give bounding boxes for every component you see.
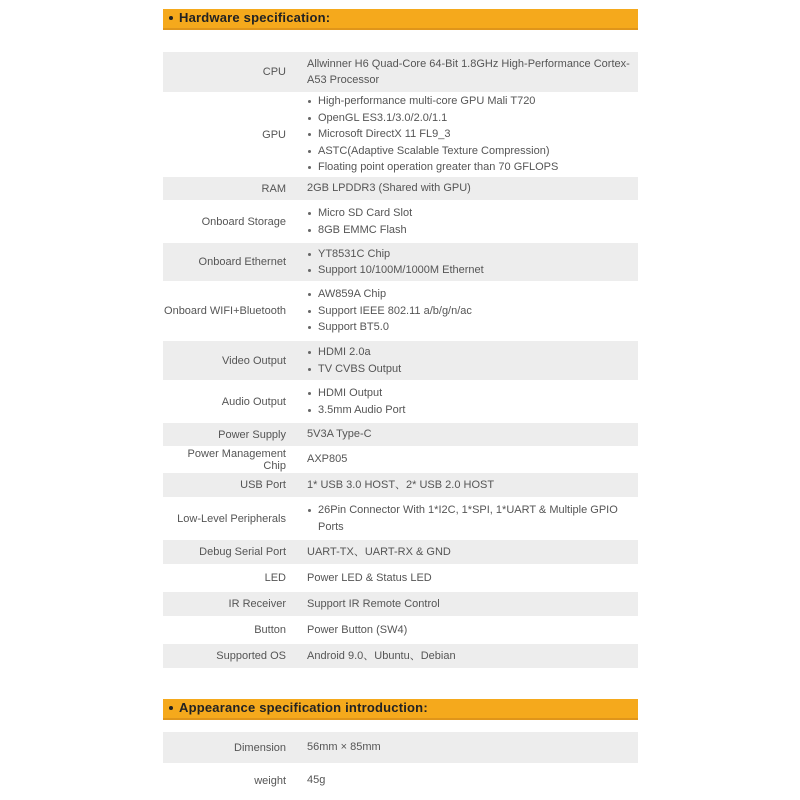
spec-label: Onboard WIFI+Bluetooth [164, 305, 286, 317]
spec-row-ram [163, 177, 638, 202]
bullet-dot [169, 706, 173, 710]
appearance-spec-table [163, 732, 638, 798]
spec-value-text: 5V3A Type-C [307, 428, 372, 441]
spec-bullet-item: YT8531C Chip [307, 246, 630, 263]
spec-bullet-item: HDMI 2.0a [307, 344, 630, 361]
spec-row-onboard-ethernet [163, 243, 638, 283]
spec-row-supported-os [163, 644, 638, 670]
spec-value [293, 448, 638, 471]
spec-row-led [163, 566, 638, 592]
spec-value-text: Allwinner H6 Quad-Core 64-Bit 1.8GHz High-Performance Cortex-A53 Processor [307, 57, 630, 86]
spec-value [293, 644, 638, 668]
spec-bullet-item: 3.5mm Audio Port [307, 402, 630, 419]
spec-value-text: 56mm × 85mm [307, 741, 381, 754]
spec-bullet-item: OpenGL ES3.1/3.0/2.0/1.1 [307, 110, 630, 127]
spec-label: Low-Level Peripherals [177, 512, 286, 525]
spec-label: Onboard Ethernet [163, 243, 293, 281]
spec-label: Dimension [163, 732, 293, 763]
spec-label: Power Management Chip [187, 447, 286, 472]
spec-label: GPU [262, 128, 286, 141]
spec-value [293, 341, 638, 380]
spec-row-dimension [163, 732, 638, 765]
spec-bullet-item: 26Pin Connector With 1*I2C, 1*SPI, 1*UART & Multiple GPIO Ports [307, 502, 630, 535]
spec-label: CPU [163, 52, 293, 92]
spec-row-power-management-chip [163, 448, 638, 473]
spec-row-usb-port [163, 473, 638, 499]
spec-label: Audio Output [221, 395, 286, 408]
spec-value-text: 1* USB 3.0 HOST、2* USB 2.0 HOST [307, 478, 495, 491]
spec-label: IR Receiver [163, 592, 293, 616]
appearance-spec-title: Appearance specification introduction: [179, 700, 428, 715]
spec-value-text: 2GB LPDDR3 (Shared with GPU) [307, 182, 471, 195]
spec-label: USB Port [163, 473, 293, 497]
spec-value-text: UART-TX、UART-RX & GND [307, 545, 451, 558]
spec-row-power-supply [163, 423, 638, 448]
spec-row-cpu [163, 52, 638, 94]
spec-label: Power Supply [163, 423, 293, 446]
spec-bullet-item: Support BT5.0 [307, 319, 630, 336]
spec-value [293, 177, 638, 200]
spec-value [293, 618, 638, 642]
spec-value [293, 202, 638, 241]
spec-label: Video Output [163, 341, 293, 380]
spec-row-audio-output [163, 382, 638, 423]
spec-row-button [163, 618, 638, 644]
spec-row-debug-serial-port [163, 540, 638, 566]
spec-value [293, 382, 638, 421]
spec-value [293, 52, 638, 92]
spec-bullet-item: High-performance multi-core GPU Mali T720 [307, 93, 630, 110]
spec-value [293, 94, 638, 175]
spec-value [293, 473, 638, 497]
spec-bullet-item: ASTC(Adaptive Scalable Texture Compression) [307, 143, 630, 160]
spec-row-gpu [163, 94, 638, 177]
spec-bullet-item: Floating point operation greater than 70 GFLOPS [307, 159, 630, 176]
spec-label: LED [264, 572, 286, 584]
spec-value [293, 423, 638, 446]
spec-value [293, 732, 638, 763]
spec-bullet-item: Micro SD Card Slot [307, 205, 630, 222]
spec-label: Debug Serial Port [163, 540, 293, 564]
bullet-dot [169, 16, 173, 20]
spec-row-onboard-storage [163, 202, 638, 243]
spec-value [293, 283, 638, 339]
spec-row-weight [163, 765, 638, 798]
spec-row-low-level-peripherals [163, 499, 638, 540]
spec-value [293, 566, 638, 590]
spec-value-text: Power Button (SW4) [307, 623, 408, 636]
spec-row-onboard-wifi-bluetooth [163, 283, 638, 341]
spec-label: Onboard Storage [201, 215, 286, 228]
spec-bullet-item: Support 10/100M/1000M Ethernet [307, 262, 630, 279]
spec-label: Supported OS [163, 644, 293, 668]
spec-bullet-item: TV CVBS Output [307, 361, 630, 378]
spec-value-text: 45g [307, 774, 326, 787]
spec-value [293, 540, 638, 564]
hardware-spec-banner [163, 9, 638, 30]
spec-label: Button [254, 624, 286, 636]
spec-value-text: Support IR Remote Control [307, 597, 440, 610]
spec-label: weight [254, 774, 286, 787]
spec-value [293, 243, 638, 281]
spec-bullet-item: Microsoft DirectX 11 FL9_3 [307, 126, 630, 143]
spec-value [293, 499, 638, 538]
spec-bullet-item: AW859A Chip [307, 286, 630, 303]
spec-label: RAM [163, 177, 293, 200]
spec-value-text: AXP805 [307, 453, 348, 466]
spec-value-text: Android 9.0、Ubuntu、Debian [307, 649, 456, 662]
spec-value-text: Power LED & Status LED [307, 571, 432, 584]
spec-bullet-item: Support IEEE 802.11 a/b/g/n/ac [307, 303, 630, 320]
spec-value [293, 765, 638, 796]
spec-bullet-item: 8GB EMMC Flash [307, 222, 630, 239]
appearance-spec-banner [163, 699, 638, 720]
spec-row-ir-receiver [163, 592, 638, 618]
spec-row-video-output [163, 341, 638, 382]
hardware-spec-table [163, 52, 638, 670]
spec-bullet-item: HDMI Output [307, 385, 630, 402]
hardware-spec-title: Hardware specification: [179, 10, 331, 25]
spec-value [293, 592, 638, 616]
